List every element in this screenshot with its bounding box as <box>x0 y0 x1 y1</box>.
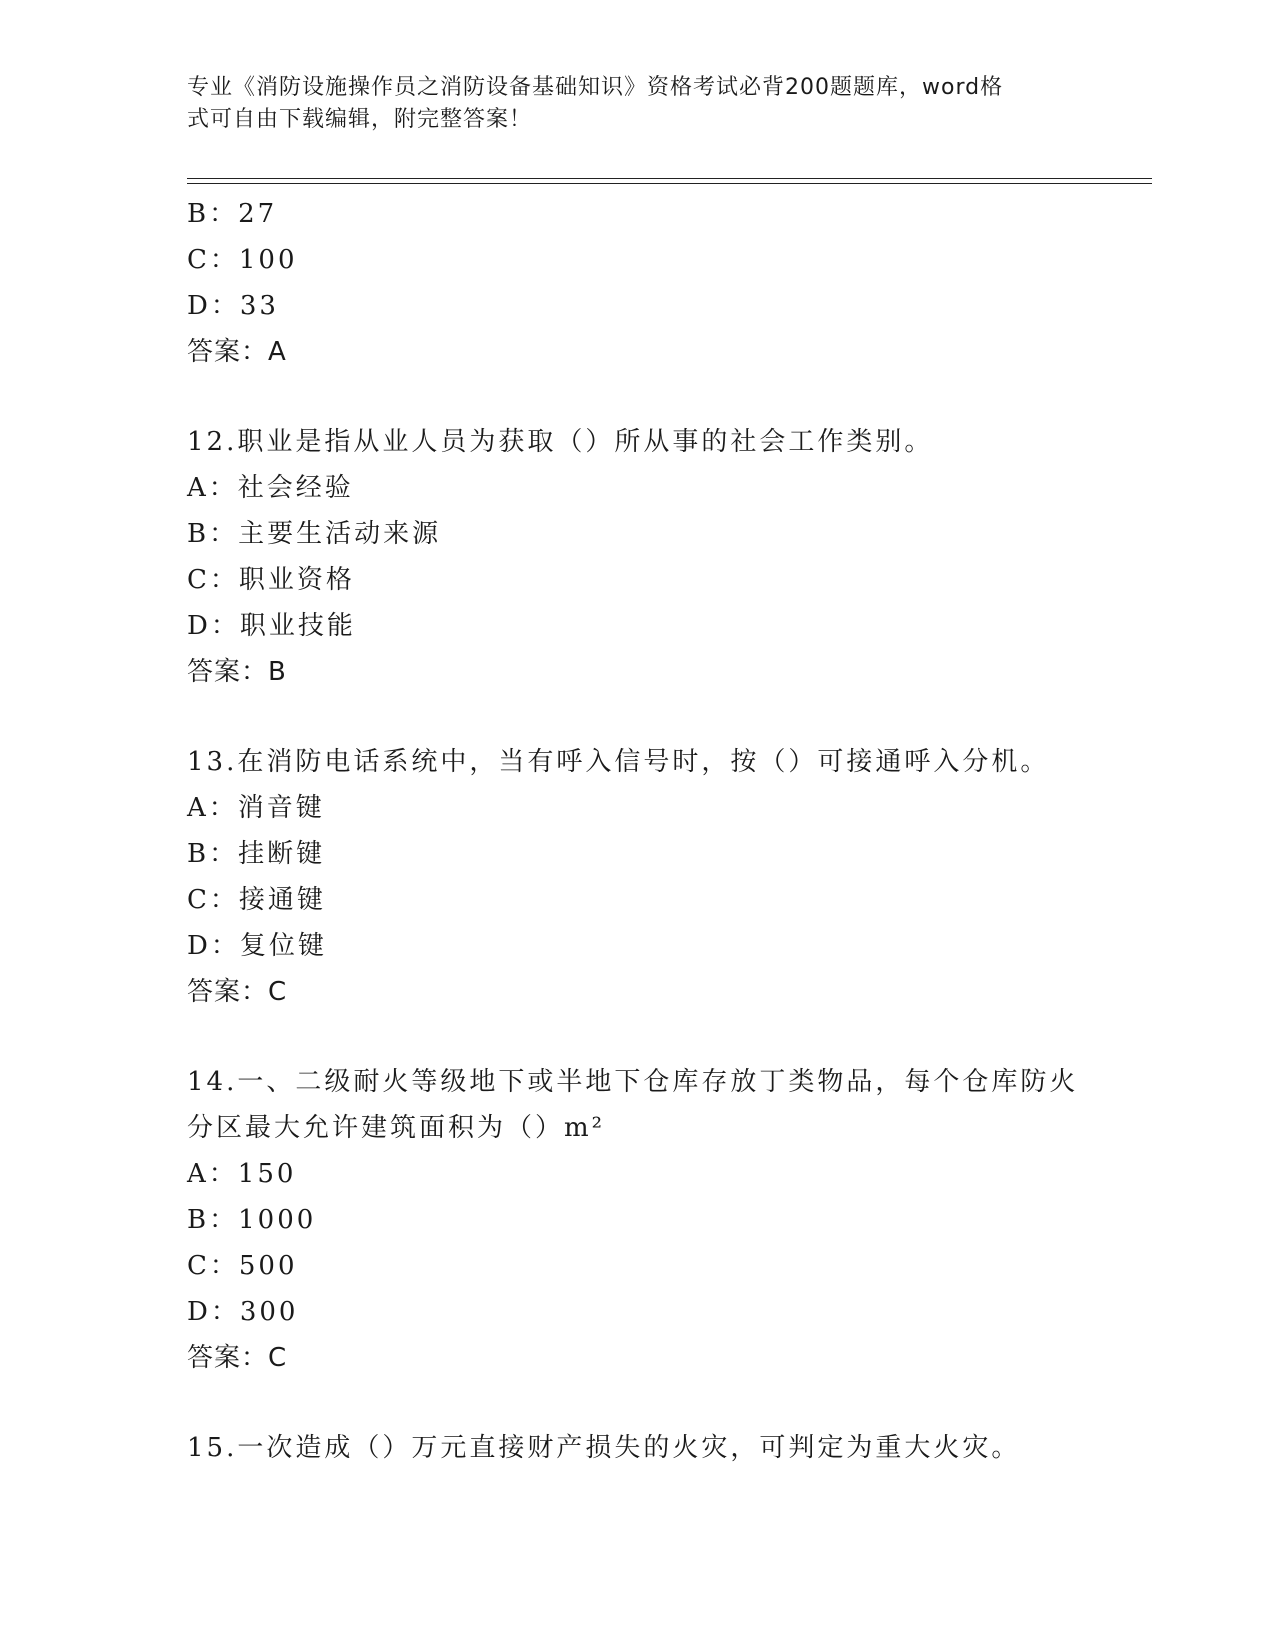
question-stem: 13.在消防电话系统中，当有呼入信号时，按（）可接通呼入分机。 <box>187 747 1050 777</box>
option-b: B：1000 <box>187 1205 317 1235</box>
answer-line: 答案：A <box>187 337 287 367</box>
option-c: C：500 <box>187 1251 298 1281</box>
question-12 <box>187 419 1087 695</box>
option-c: C：100 <box>187 245 298 275</box>
spacer <box>187 695 1087 739</box>
option-b: B：主要生活动来源 <box>187 519 442 549</box>
question-11-tail <box>187 191 1087 375</box>
answer-line: 答案：C <box>187 977 288 1007</box>
answer-line: 答案：C <box>187 1343 288 1373</box>
question-stem: 12.职业是指从业人员为获取（）所从事的社会工作类别。 <box>187 427 934 457</box>
question-stem-line-1: 14.一、二级耐火等级地下或半地下仓库存放丁类物品，每个仓库防火 <box>187 1067 1079 1097</box>
header-line-1: 专业《消防设施操作员之消防设备基础知识》资格考试必背200题题库，word格 <box>187 75 1004 100</box>
question-15 <box>187 1425 1087 1471</box>
option-a: A：150 <box>187 1159 297 1189</box>
question-stem-line-2: 分区最大允许建筑面积为（）m² <box>187 1113 606 1143</box>
option-a: A：社会经验 <box>187 473 354 503</box>
header-line-2: 式可自由下载编辑，附完整答案！ <box>187 107 533 132</box>
question-list <box>187 191 1087 1471</box>
option-d: D：33 <box>187 291 279 321</box>
spacer <box>187 375 1087 419</box>
question-14 <box>187 1059 1087 1381</box>
header-rule-top <box>187 178 1152 179</box>
option-b: B：挂断键 <box>187 839 326 869</box>
answer-line: 答案：B <box>187 657 287 687</box>
question-stem: 15.一次造成（）万元直接财产损失的火灾，可判定为重大火灾。 <box>187 1433 1021 1463</box>
option-a: A：消音键 <box>187 793 325 823</box>
option-d: D：职业技能 <box>187 611 356 641</box>
option-c: C：职业资格 <box>187 565 355 595</box>
spacer <box>187 1381 1087 1425</box>
option-c: C：接通键 <box>187 885 326 915</box>
option-d: D：复位键 <box>187 931 327 961</box>
spacer <box>187 1015 1087 1059</box>
header-rule-bottom <box>187 183 1152 184</box>
question-13 <box>187 739 1087 1015</box>
document-header <box>187 72 1067 136</box>
option-b: B：27 <box>187 199 278 229</box>
option-d: D：300 <box>187 1297 299 1327</box>
